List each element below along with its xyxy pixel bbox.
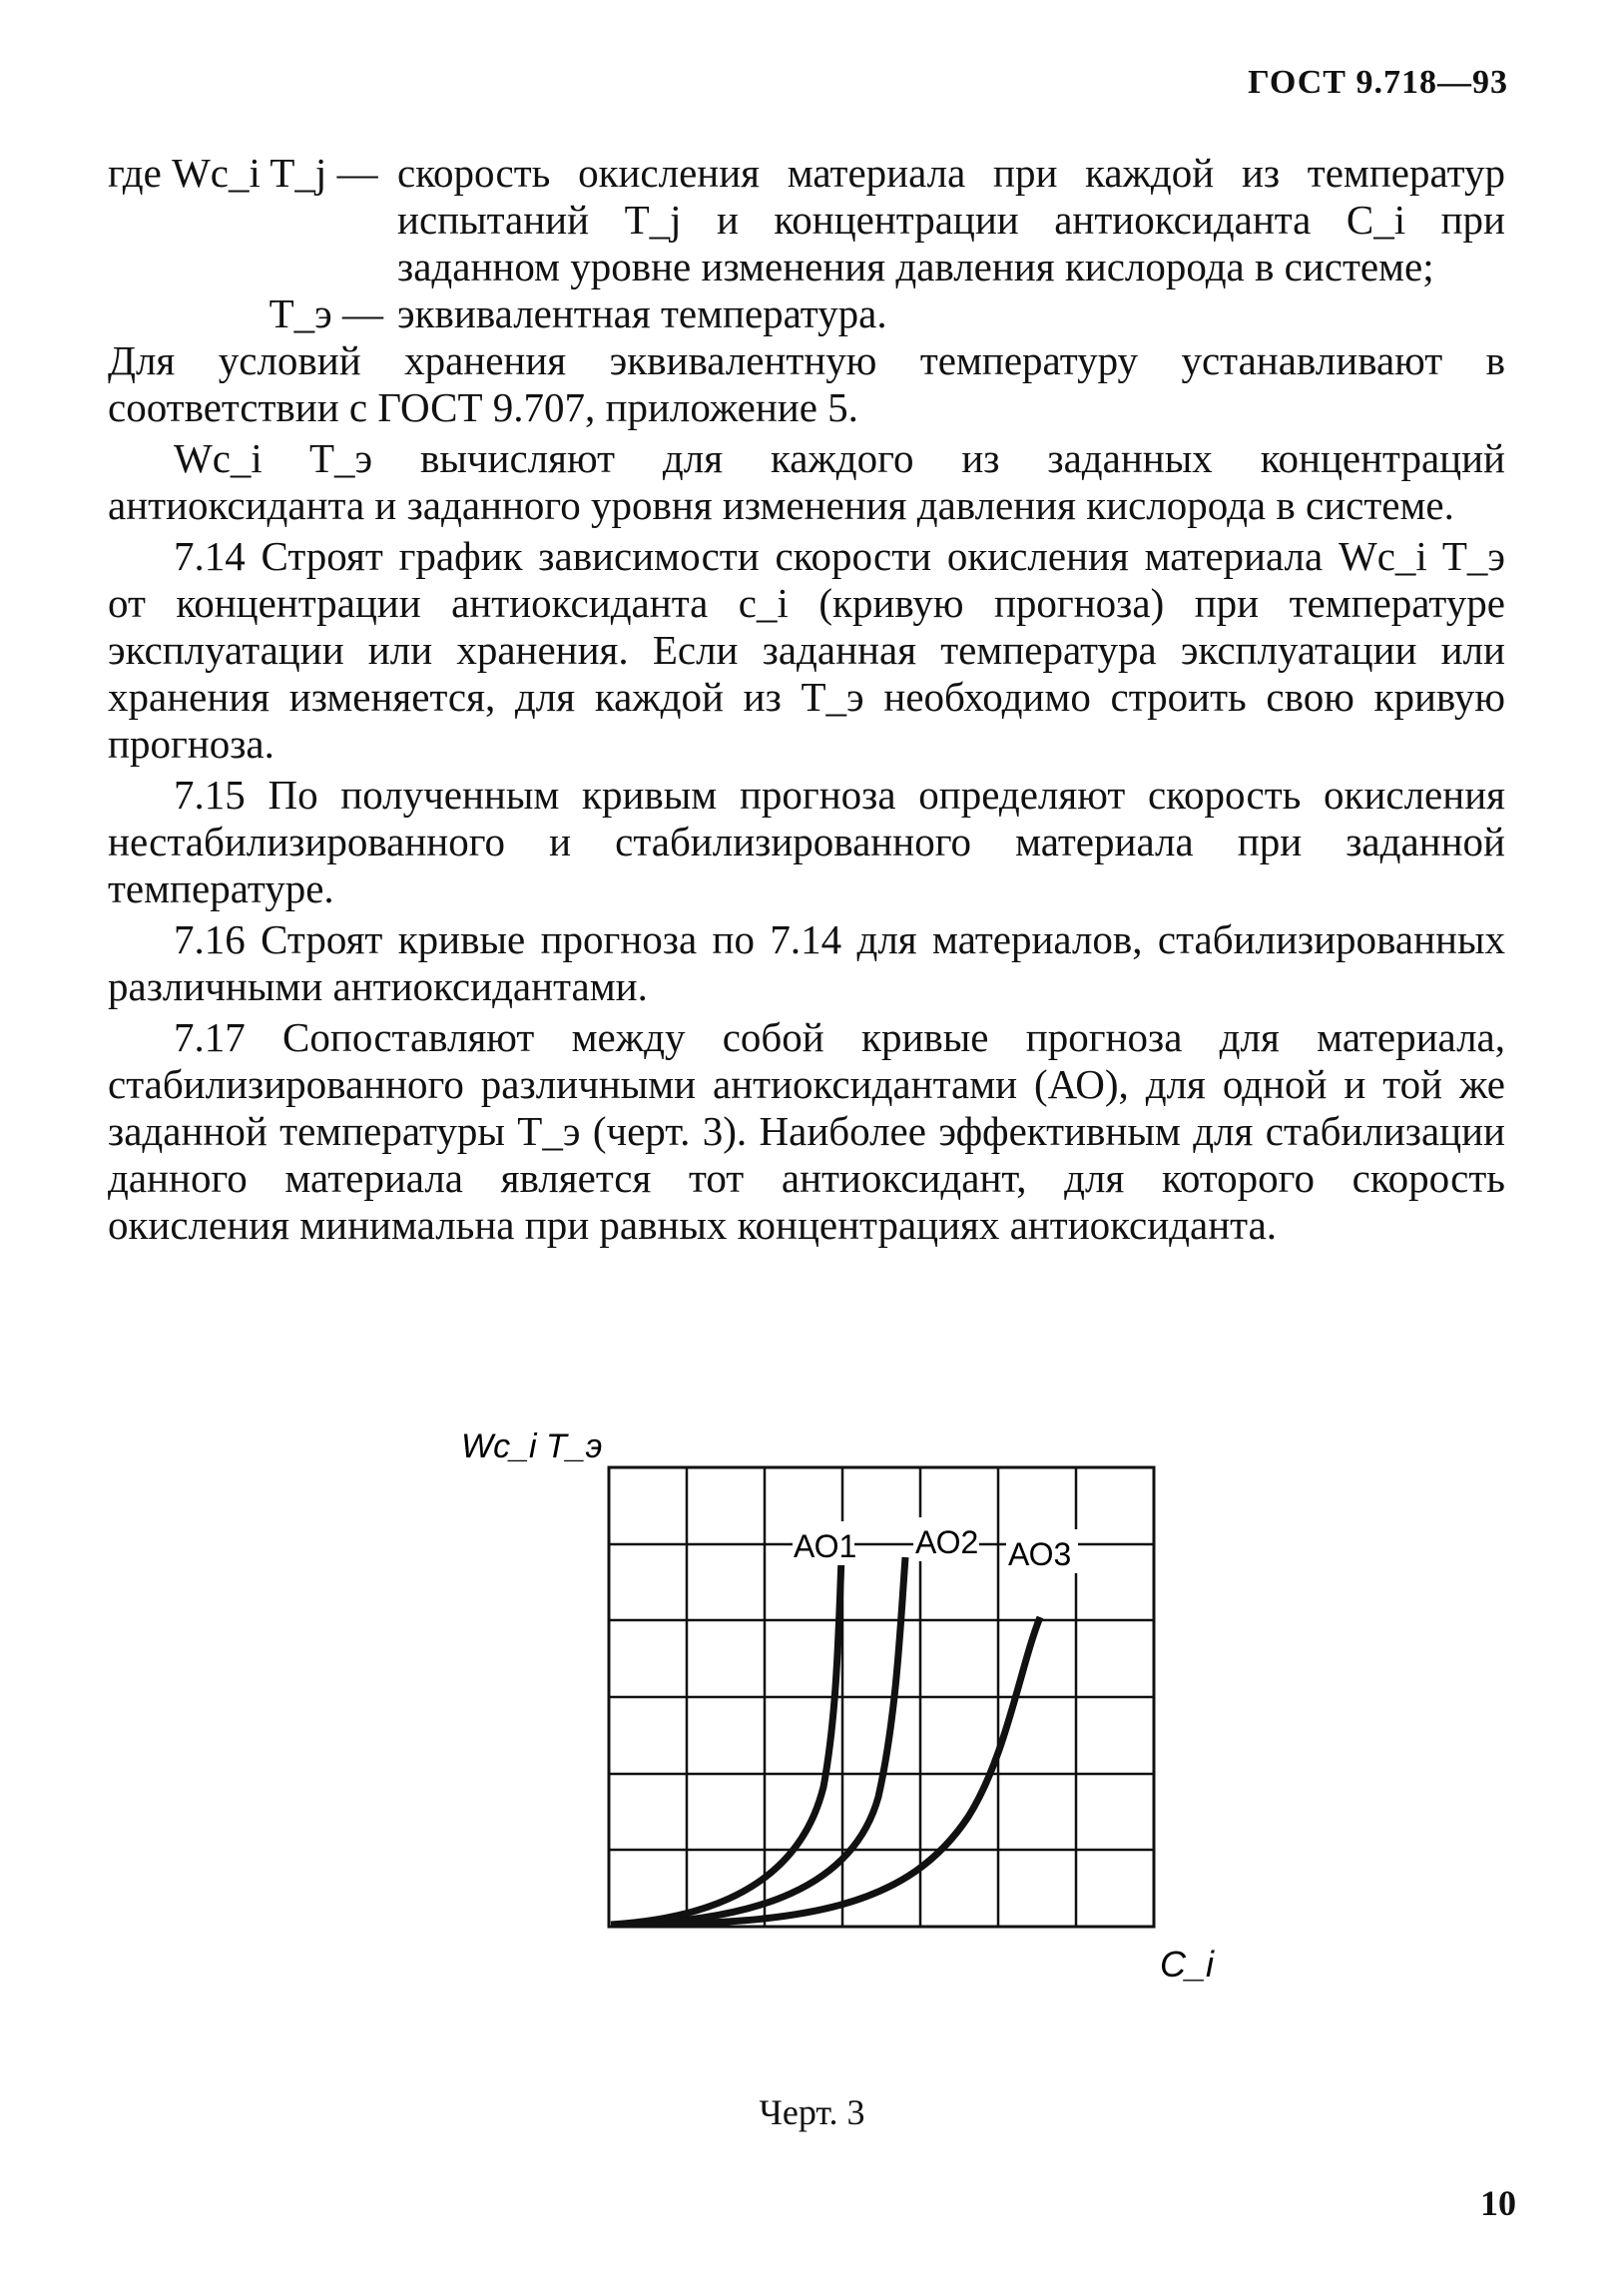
- definition-text: скорость окисления материала при каждой из температур испытаний T_j и концентрации антиоксиданта C_i при заданном уровне изменения давления кислорода в системе;: [397, 150, 1505, 289]
- figure-caption: Черт. 3: [759, 2092, 865, 2132]
- x-axis-label: C_i: [1160, 1944, 1215, 1985]
- y-axis-label: Wc_i T_э: [461, 1427, 603, 1465]
- definition-text: эквивалентная температура.: [397, 290, 887, 336]
- paragraph-7-16: 7.16 Строят кривые прогноза по 7.14 для материалов, стабилизированных различными антиоксидантами.: [108, 916, 1505, 1009]
- curve-label-ao3: АО3: [1008, 1536, 1072, 1572]
- figure-3: [439, 1418, 1278, 2156]
- definition-term: где Wc_i T_j —: [108, 150, 378, 196]
- definition-item: [108, 150, 1505, 290]
- document-code: ГОСТ 9.718—93: [1248, 64, 1508, 101]
- definition-item: [108, 290, 1505, 337]
- prediction-curves-chart: [439, 1418, 1278, 2156]
- curve-label-ao2: АО2: [915, 1524, 979, 1560]
- paragraph-7-14: 7.14 Строят график зависимости скорости окисления материала Wc_i T_э от концентрации антиоксиданта c_i (кривую прогноза) при температуре эксплуатации или хранения. Если заданная температура эксплуатации или хранения изменяется, для каждой из T_э необходимо строить свою кривую прогноза.: [108, 533, 1505, 767]
- paragraph: Wc_i T_э вычисляют для каждого из заданных концентраций антиоксиданта и заданного уровня изменения давления кислорода в системе.: [108, 435, 1505, 528]
- definition-term: T_э —: [269, 290, 383, 336]
- paragraph-7-17: 7.17 Сопоставляют между собой кривые прогноза для материала, стабилизированного различными антиоксидантами (АО), для одной и той же заданной температуры T_э (черт. 3). Наиболее эффективным для стабилизации данного материала является тот антиоксидант, для которого скорость окисления минимальна при равных концентрациях антиоксиданта.: [108, 1014, 1505, 1248]
- paragraph-7-15: 7.15 По полученным кривым прогноза определяют скорость окисления нестабилизированного и стабилизированного материала при заданной температуре.: [108, 772, 1505, 911]
- paragraph: Для условий хранения эквивалентную температуру устанавливают в соответствии с ГОСТ 9.707, приложение 5.: [108, 337, 1505, 430]
- body-text: [108, 150, 1505, 1253]
- page-number: 10: [1480, 2183, 1516, 2223]
- curve-ao1: [611, 1557, 841, 1925]
- curve-ao2: [615, 1557, 905, 1925]
- curve-label-ao1: АО1: [794, 1528, 857, 1564]
